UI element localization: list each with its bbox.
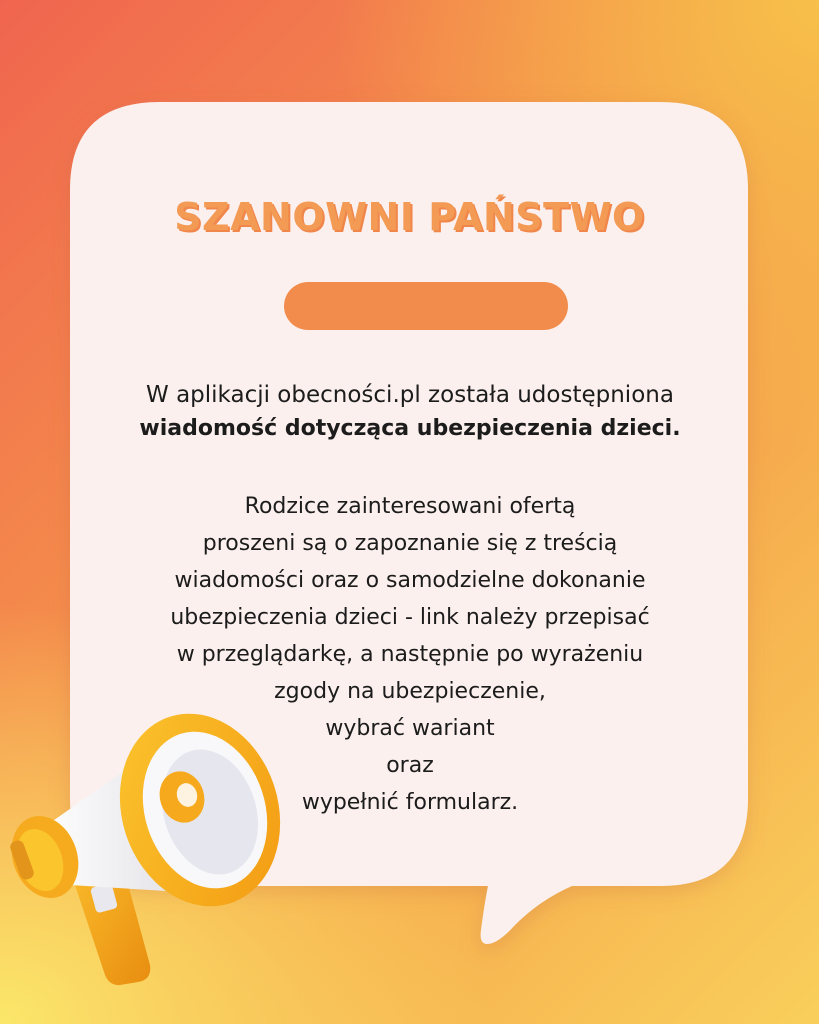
body-line: wybrać wariant (325, 716, 495, 741)
body-line: zgody na ubezpieczenie, (274, 679, 546, 704)
megaphone-icon (0, 680, 290, 1000)
page-title: SZANOWNI PAŃSTWO (174, 195, 645, 239)
body-line: wiadomości oraz o samodzielne dokonanie (174, 568, 646, 593)
body-line: wypełnić formularz. (301, 790, 519, 815)
intro-text (70, 378, 750, 446)
body-line: proszeni są o zapoznanie się z treścią (202, 531, 618, 556)
accent-pill (284, 282, 568, 330)
intro-line: W aplikacji obecności.pl została udostępniona (146, 382, 674, 408)
body-line: ubezpieczenia dzieci - link należy przepisać (170, 605, 650, 630)
intro-bold-line: wiadomość dotycząca ubezpieczenia dzieci. (139, 416, 681, 441)
body-line: Rodzice zainteresowani ofertą (244, 494, 576, 519)
body-line: oraz (386, 753, 434, 778)
body-line: w przeglądarkę, a następnie po wyrażeniu (176, 642, 644, 667)
